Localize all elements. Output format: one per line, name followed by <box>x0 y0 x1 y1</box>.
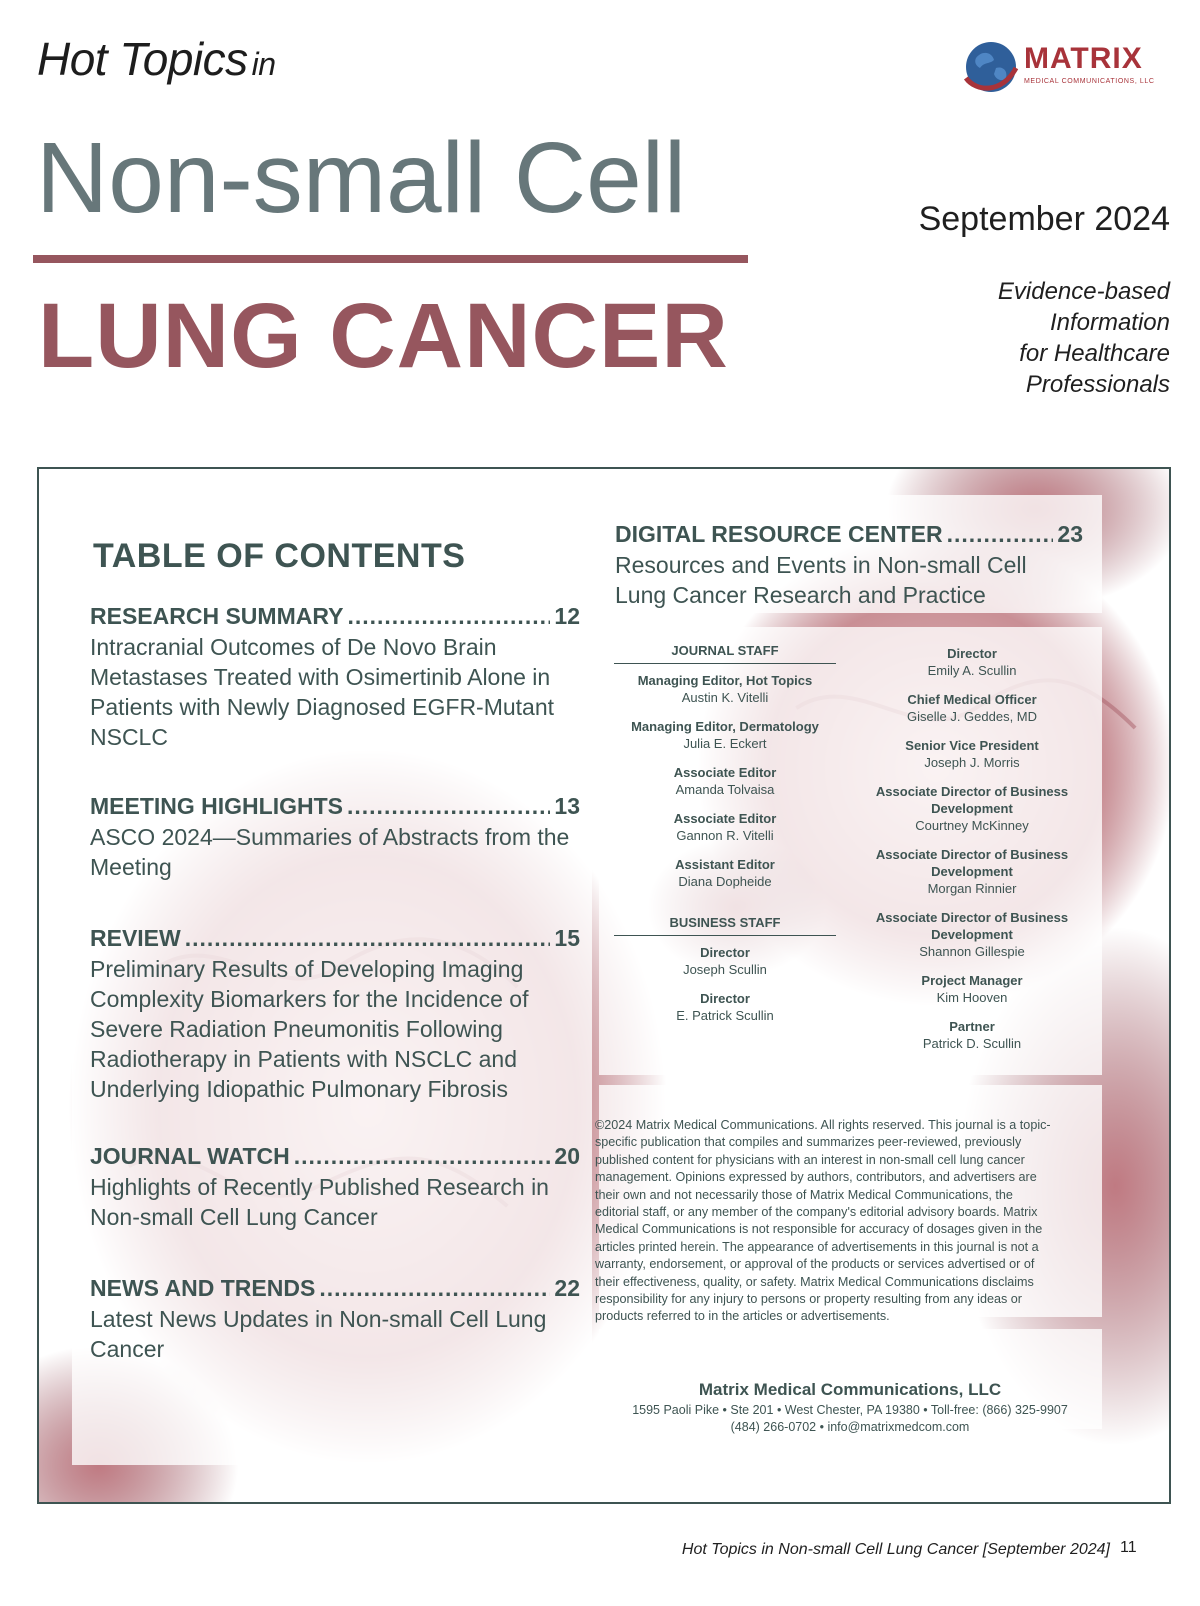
dot-leader <box>185 925 551 952</box>
staff-role: Director <box>700 991 750 1006</box>
hot-topics-in: in <box>251 46 276 82</box>
toc-item[interactable] <box>90 1143 580 1232</box>
business-staff-heading: BUSINESS STAFF <box>614 915 836 936</box>
publisher-address <box>610 1402 1090 1436</box>
staff-role: Director <box>947 646 997 661</box>
staff-name: Patrick D. Scullin <box>922 1036 1022 1051</box>
toc-item[interactable] <box>90 925 580 1104</box>
toc-description: Intracranial Outcomes of De Novo Brain Metastases Treated with Osimertinib Alone in Patients with Newly Diagnosed EGFR-Mutant NSCLC <box>90 634 555 750</box>
staff-name: Gannon R. Vitelli <box>676 828 774 843</box>
tagline-line: Professionals <box>1025 371 1170 398</box>
toc-description: ASCO 2024—Summaries of Abstracts from the Meeting <box>90 824 570 880</box>
toc-item[interactable] <box>90 793 580 882</box>
staff-role: Managing Editor, Dermatology <box>631 719 819 734</box>
toc-description: Highlights of Recently Published Research in Non-small Cell Lung Cancer <box>90 1174 549 1230</box>
staff-name: Emily A. Scullin <box>927 663 1017 678</box>
publisher-contact-line: (484) 266-0702 • info@matrixmedcom.com <box>730 1420 970 1434</box>
toc-section: RESEARCH SUMMARY <box>90 603 344 629</box>
toc-page: 20 <box>554 1143 580 1169</box>
hot-topics-text: Hot Topics <box>37 33 248 85</box>
journal-staff <box>614 643 836 902</box>
staff-name: Joseph Scullin <box>683 962 767 977</box>
tagline-line: Information <box>1049 309 1170 336</box>
publisher-name: Matrix Medical Communications, LLC <box>698 1380 1002 1399</box>
toc-section: NEWS AND TRENDS <box>90 1275 316 1301</box>
title-bottom: LUNG CANCER <box>38 285 729 387</box>
staff-role: Project Manager <box>921 973 1023 988</box>
dot-leader <box>347 603 550 630</box>
tagline-line: for Healthcare <box>1019 340 1170 367</box>
staff-name: E. Patrick Scullin <box>676 1008 774 1023</box>
title-divider <box>33 255 748 263</box>
staff-name: Joseph J. Morris <box>924 755 1020 770</box>
leadership-staff <box>865 645 1079 1064</box>
toc-description: Preliminary Results of Developing Imaging Complexity Biomarkers for the Incidence of Severe Radiation Pneumonitis Following Radiotherapy in Patients with NSCLC and Underlying Idiopathic Pulmonary Fibrosis <box>90 956 529 1102</box>
staff-name: Courtney McKinney <box>915 818 1029 833</box>
toc-item[interactable] <box>90 1275 580 1364</box>
staff-name: Shannon Gillespie <box>919 944 1025 959</box>
staff-name: Julia E. Eckert <box>683 736 767 751</box>
toc-item[interactable] <box>90 603 580 752</box>
globe-icon <box>962 38 1020 96</box>
copyright-disclaimer: ©2024 Matrix Medical Communications. All rights reserved. This journal is a topic-specific publication that compiles and summarizes peer-reviewed, previously published content for physicians with an interest in non-small cell lung cancer management. Opinions expressed by authors, contributors, and advertisers are their own and not necessarily those of Matrix Medical Communications, the editorial staff, or any member of the company's editorial advisory boards. Matrix Medical Communications is not responsible for accuracy of dosages given in the articles printed herein. The appearance of advertisements in this journal is not a warranty, endorsement, or approval of the products or services advertised or of their effectiveness, quality, or safety. Matrix Medical Communications disclaims responsibility for any injury to persons or property resulting from any ideas or products referred to in the articles or advertisements. <box>595 1118 1051 1324</box>
dot-leader <box>319 1275 550 1302</box>
toc-page: 12 <box>554 603 580 629</box>
tagline-line: Evidence-based <box>997 278 1170 305</box>
issue-date: September 2024 <box>918 200 1170 238</box>
staff-role: Associate Editor <box>673 811 777 826</box>
dot-leader <box>294 1143 551 1170</box>
toc-description: Resources and Events in Non-small Cell Lung Cancer Research and Practice <box>615 552 1027 608</box>
toc-page: 22 <box>554 1275 580 1301</box>
staff-name: Austin K. Vitelli <box>681 690 769 705</box>
staff-name: Giselle J. Geddes, MD <box>906 709 1038 724</box>
matrix-logo <box>962 36 1172 96</box>
staff-role: Senior Vice President <box>905 738 1039 753</box>
logo-subtitle: MEDICAL COMMUNICATIONS, LLC <box>1024 78 1155 85</box>
running-footer: Hot Topics in Non-small Cell Lung Cancer [September 2024] <box>681 1541 1110 1558</box>
toc-section: DIGITAL RESOURCE CENTER <box>615 521 943 547</box>
page-number: 11 <box>1120 1539 1137 1556</box>
toc-section: REVIEW <box>90 925 181 951</box>
toc-page: 13 <box>554 793 580 819</box>
toc-section: MEETING HIGHLIGHTS <box>90 793 343 819</box>
toc-description: Latest News Updates in Non-small Cell Lung Cancer <box>90 1306 547 1362</box>
toc-section: JOURNAL WATCH <box>90 1143 290 1169</box>
staff-role: Associate Director of Business Development <box>875 910 1069 942</box>
business-staff <box>614 915 836 1036</box>
logo-wordmark: MATRIX <box>1024 42 1143 75</box>
hot-topics-heading <box>37 32 276 86</box>
staff-role: Associate Director of Business Development <box>875 847 1069 879</box>
staff-role: Chief Medical Officer <box>907 692 1037 707</box>
staff-role: Associate Editor <box>673 765 777 780</box>
toc-page: 15 <box>554 925 580 951</box>
toc-title: TABLE OF CONTENTS <box>93 537 466 575</box>
staff-name: Diana Dopheide <box>678 874 772 889</box>
toc-item-digital[interactable] <box>615 521 1083 610</box>
staff-role: Associate Director of Business Development <box>875 784 1069 816</box>
contents-frame <box>37 467 1171 1504</box>
staff-name: Morgan Rinnier <box>927 881 1017 896</box>
staff-role: Partner <box>949 1019 995 1034</box>
dot-leader <box>947 521 1054 548</box>
journal-staff-heading: JOURNAL STAFF <box>614 643 836 664</box>
staff-name: Amanda Tolvaisa <box>675 782 775 797</box>
staff-role: Assistant Editor <box>675 857 775 872</box>
staff-role: Managing Editor, Hot Topics <box>637 673 813 688</box>
title-top: Non-small Cell <box>36 122 687 234</box>
staff-name: Kim Hooven <box>936 990 1008 1005</box>
toc-page: 23 <box>1057 521 1083 547</box>
staff-role: Director <box>700 945 750 960</box>
dot-leader <box>347 793 550 820</box>
publisher-address-line: 1595 Paoli Pike • Ste 201 • West Chester, PA 19380 • Toll-free: (866) 325-9907 <box>632 1403 1068 1417</box>
tagline <box>910 276 1170 400</box>
